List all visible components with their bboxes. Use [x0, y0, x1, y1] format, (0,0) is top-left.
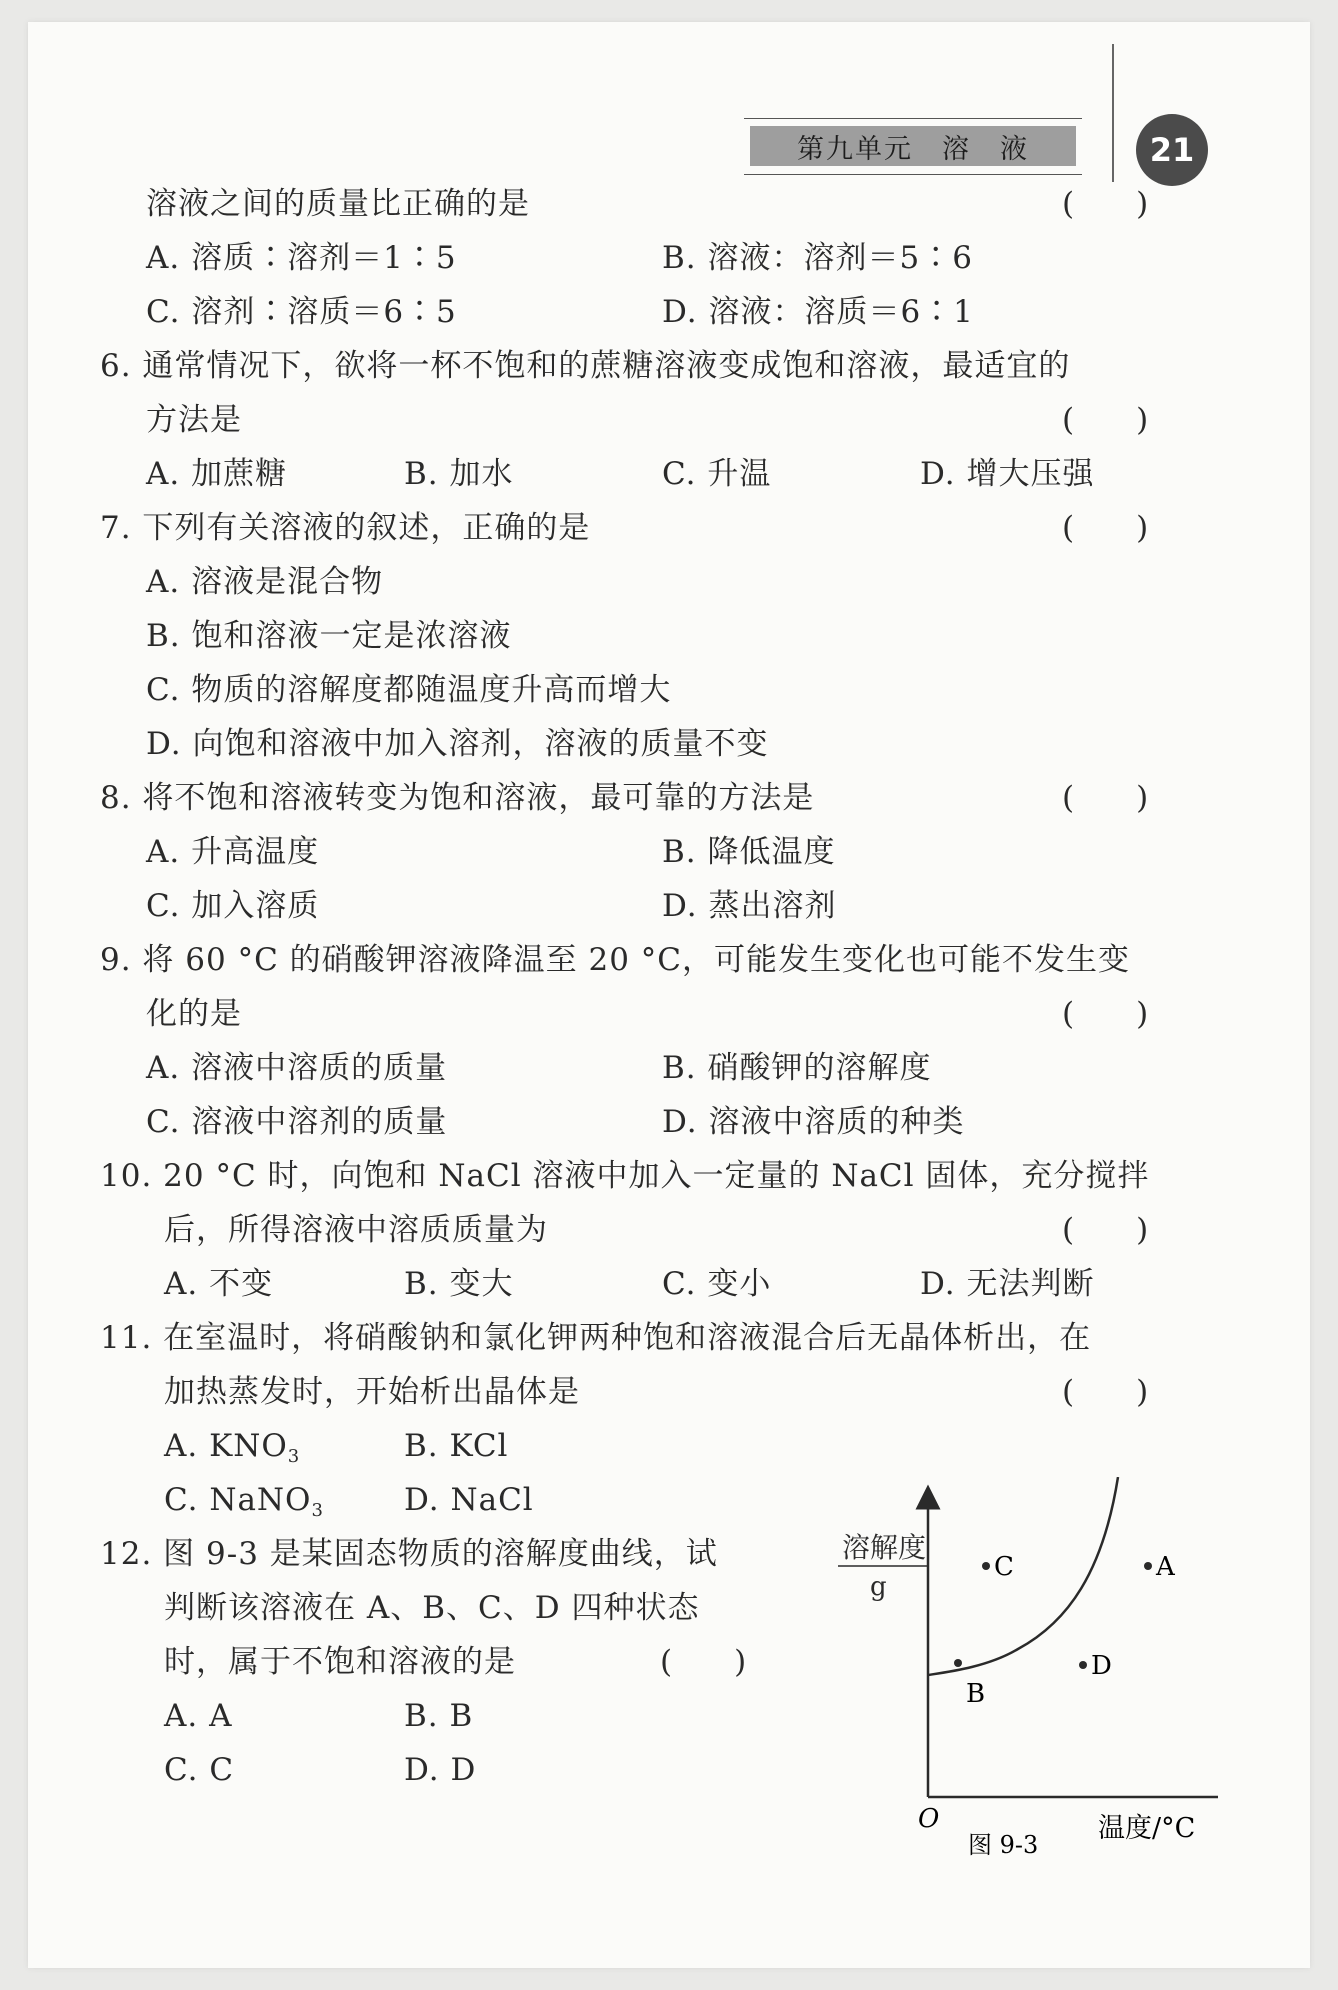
- point-c-marker: [982, 1562, 990, 1570]
- q9-option-b: B. 硝酸钾的溶解度: [662, 1050, 932, 1086]
- q11-option-d: D. NaCl: [404, 1482, 534, 1518]
- q5-option-c: C. 溶剂∶溶质＝6∶5: [146, 294, 457, 330]
- q11-stem-line2: 加热蒸发时，开始析出晶体是: [164, 1374, 580, 1410]
- q5-answer-blank[interactable]: ( ): [1062, 186, 1149, 222]
- q12-option-b: B. B: [404, 1698, 474, 1734]
- q10-option-a: A. 不变: [164, 1266, 274, 1302]
- q11-answer-blank[interactable]: ( ): [1062, 1374, 1149, 1410]
- q6-stem-line2: 方法是: [146, 402, 242, 438]
- q12-stem-line2: 判断该溶液在 A、B、C、D 四种状态: [164, 1590, 700, 1626]
- q6-stem-line1: 6. 通常情况下，欲将一杯不饱和的蔗糖溶液变成饱和溶液，最适宜的: [100, 348, 1071, 384]
- origin-label: O: [918, 1804, 940, 1834]
- q6-option-c: C. 升温: [662, 456, 772, 492]
- q7-option-a: A. 溶液是混合物: [146, 564, 384, 600]
- q5-option-d: D. 溶液：溶质＝6∶1: [662, 294, 974, 330]
- q10-option-c: C. 变小: [662, 1266, 772, 1302]
- q9-answer-blank[interactable]: ( ): [1062, 996, 1149, 1032]
- q7-option-b: B. 饱和溶液一定是浓溶液: [146, 618, 512, 654]
- q12-option-a: A. A: [164, 1698, 233, 1734]
- q7-answer-blank[interactable]: ( ): [1062, 510, 1149, 546]
- q8-option-c: C. 加入溶质: [146, 888, 320, 924]
- q11-option-a: A. $KNO_3$: [164, 1428, 301, 1467]
- q10-option-b: B. 变大: [404, 1266, 514, 1302]
- q6-option-b: B. 加水: [404, 456, 514, 492]
- point-d-marker: [1079, 1661, 1087, 1669]
- point-a-marker: [1144, 1562, 1152, 1570]
- q11-option-b: B. KCl: [404, 1428, 509, 1464]
- q6-option-a: A. 加蔗糖: [146, 456, 288, 492]
- header-rule-bottom: [744, 174, 1082, 175]
- q9-option-a: A. 溶液中溶质的质量: [146, 1050, 448, 1086]
- point-a-label: A: [1156, 1552, 1175, 1582]
- q12-stem-line3: 时，属于不饱和溶液的是: [164, 1644, 516, 1680]
- point-b-label: B: [966, 1679, 986, 1709]
- margin-rule: [1112, 44, 1114, 182]
- q7-stem: 7. 下列有关溶液的叙述，正确的是: [100, 510, 591, 546]
- q7-option-c: C. 物质的溶解度都随温度升高而增大: [146, 672, 672, 708]
- q8-option-a: A. 升高温度: [146, 834, 320, 870]
- q8-option-b: B. 降低温度: [662, 834, 836, 870]
- point-d-label: D: [1091, 1651, 1112, 1681]
- header-rule-top: [744, 118, 1082, 119]
- q5-option-b: B. 溶液：溶剂＝5∶6: [662, 240, 973, 276]
- q5-stem: 溶液之间的质量比正确的是: [146, 186, 530, 222]
- q10-option-d: D. 无法判断: [920, 1266, 1095, 1302]
- solubility-curve-figure: [818, 1477, 1238, 1857]
- q6-answer-blank[interactable]: ( ): [1062, 402, 1149, 438]
- q6-option-d: D. 增大压强: [920, 456, 1095, 492]
- point-c-label: C: [994, 1552, 1014, 1582]
- solubility-curve: [928, 1477, 1118, 1675]
- x-axis-label: 温度/°C: [1098, 1813, 1196, 1844]
- unit-title: 第九单元 溶 液: [750, 126, 1076, 166]
- q9-option-c: C. 溶液中溶剂的质量: [146, 1104, 448, 1140]
- q5-option-a: A. 溶质∶溶剂＝1∶5: [146, 240, 457, 276]
- y-axis-unit: g: [870, 1572, 887, 1602]
- y-axis-label: 溶解度: [842, 1531, 927, 1564]
- q8-answer-blank[interactable]: ( ): [1062, 780, 1149, 816]
- q8-option-d: D. 蒸出溶剂: [662, 888, 837, 924]
- q10-answer-blank[interactable]: ( ): [1062, 1212, 1149, 1248]
- q9-stem-line1: 9. 将 60 °C 的硝酸钾溶液降温至 20 °C，可能发生变化也可能不发生变: [100, 942, 1131, 978]
- page-number: 21: [1136, 114, 1208, 186]
- q12-option-c: C. C: [164, 1752, 235, 1788]
- q11-stem-line1: 11. 在室温时，将硝酸钠和氯化钾两种饱和溶液混合后无晶体析出，在: [100, 1320, 1092, 1356]
- q10-stem-line1: 10. 20 °C 时，向饱和 NaCl 溶液中加入一定量的 NaCl 固体，充分搅拌: [100, 1158, 1150, 1194]
- q12-answer-blank[interactable]: ( ): [660, 1644, 747, 1680]
- point-b-marker: [954, 1659, 962, 1667]
- q12-option-d: D. D: [404, 1752, 477, 1788]
- q9-option-d: D. 溶液中溶质的种类: [662, 1104, 965, 1140]
- q10-stem-line2: 后，所得溶液中溶质质量为: [164, 1212, 548, 1248]
- q7-option-d: D. 向饱和溶液中加入溶剂，溶液的质量不变: [146, 726, 769, 762]
- q8-stem: 8. 将不饱和溶液转变为饱和溶液，最可靠的方法是: [100, 780, 815, 816]
- page: [28, 22, 1310, 1968]
- q9-stem-line2: 化的是: [146, 996, 242, 1032]
- q12-stem-line1: 12. 图 9-3 是某固态物质的溶解度曲线，试: [100, 1536, 718, 1572]
- figure-caption: 图 9-3: [968, 1831, 1039, 1857]
- q11-option-c: C. NaNO$_3$: [164, 1482, 324, 1521]
